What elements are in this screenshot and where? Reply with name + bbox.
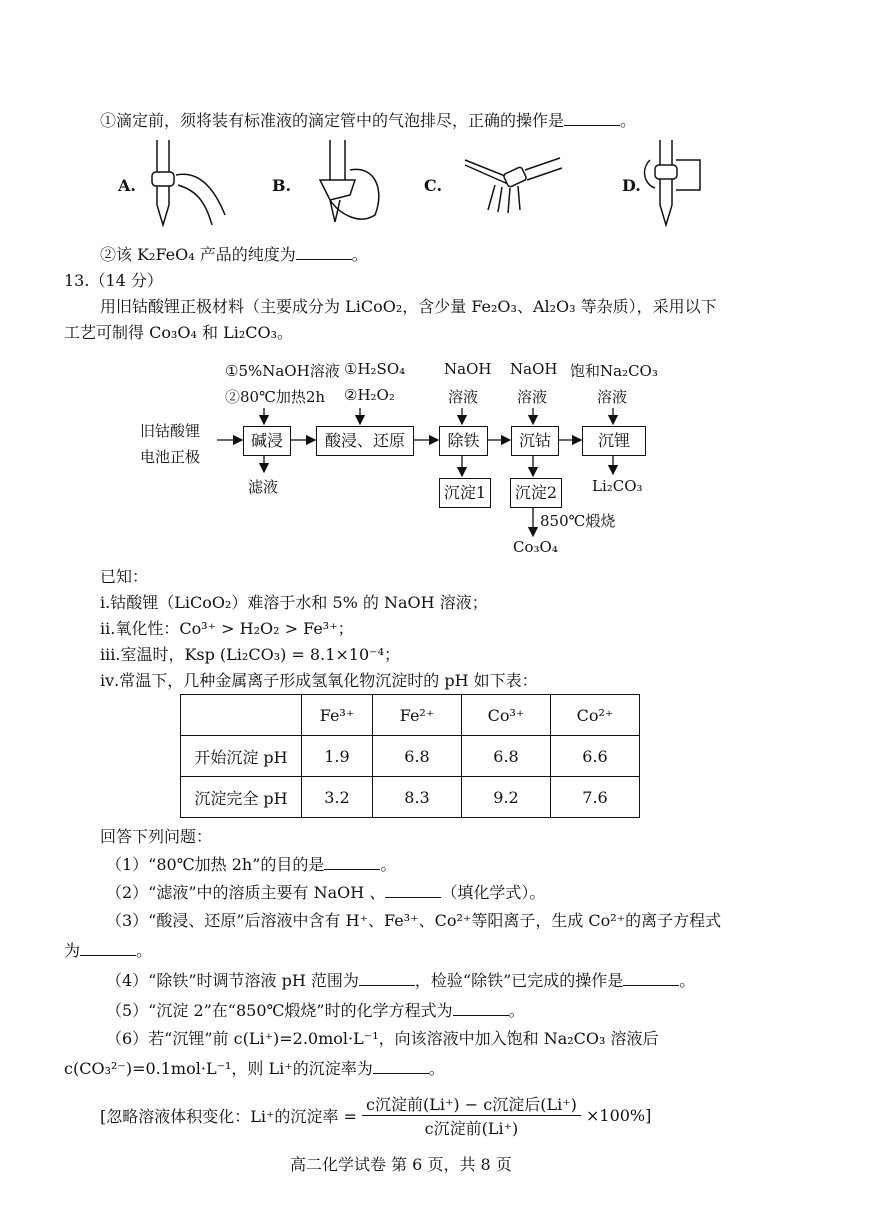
table-cell: 沉淀完全 pH [181, 777, 302, 818]
flow-box-precip-lithium: 沉锂 [582, 426, 646, 456]
q12-sub1: ①滴定前，须将装有标准液的滴定管中的气泡排尽，正确的操作是 。 [100, 111, 637, 130]
table-cell [181, 695, 302, 736]
questions-title: 回答下列问题： [100, 827, 213, 846]
option-c-label: C. [424, 176, 443, 195]
table-cell: 9.2 [462, 777, 551, 818]
ph-table [180, 694, 640, 818]
output-precipitate-1: 沉淀1 [439, 478, 491, 508]
reagent-4a: NaOH [510, 360, 558, 378]
known-ii: ⅱ.氧化性：Co³⁺ > H₂O₂ > Fe³⁺； [100, 619, 354, 638]
answer-blank[interactable] [373, 1059, 429, 1074]
answer-blank[interactable] [324, 855, 380, 870]
table-cell: 开始沉淀 pH [181, 736, 302, 777]
question-6-cont: c(CO₃²⁻)=0.1mol·L⁻¹，则 Li⁺的沉淀率为 。 [64, 1059, 445, 1078]
table-cell: 8.3 [373, 777, 462, 818]
answer-blank[interactable] [453, 1001, 509, 1016]
flowchart-arrows [0, 0, 882, 600]
flow-start-2: 电池正极 [140, 448, 201, 466]
flow-box-remove-iron: 除铁 [439, 426, 488, 456]
formula-note: [忽略溶液体积变化：Li⁺的沉淀率 = $\frac{\text{c沉淀前(Li⁺) − c沉淀后(Li⁺)}}{\text{c沉淀前(Li⁺)}}$ ×100%] [100, 1092, 651, 1139]
question-6: （6）若“沉锂”前 c(Li⁺)=2.0mol·L⁻¹，向该溶液中加入饱和 Na₂CO₃ 溶液后 [106, 1029, 659, 1048]
answer-blank[interactable] [623, 971, 679, 986]
known-iii: ⅲ.室温时，Ksp (Li₂CO₃) = 8.1×10⁻⁴； [100, 645, 400, 664]
flow-box-alkali-leach: 碱浸 [243, 426, 291, 456]
reagent-1a: ①5%NaOH溶液 [225, 362, 340, 380]
answer-blank[interactable] [80, 941, 136, 956]
question-5: （5）“沉淀 2”在“850℃煅烧”时的化学方程式为 。 [106, 1001, 525, 1020]
table-cell: Co²⁺ [551, 695, 640, 736]
question-1: （1）“80℃加热 2h”的目的是 。 [106, 855, 397, 874]
reagent-3a: NaOH [444, 360, 492, 378]
output-li2co3: Li₂CO₃ [592, 477, 643, 495]
reagent-2b: ②H₂O₂ [344, 386, 395, 404]
table-cell: 6.6 [551, 736, 640, 777]
table-cell: Co³⁺ [462, 695, 551, 736]
table-row [181, 777, 640, 818]
question-2: （2）“滤液”中的溶质主要有 NaOH 、 （填化学式）。 [106, 883, 546, 902]
option-d-label: D. [622, 176, 641, 195]
table-header-row [181, 695, 640, 736]
output-co3o4: Co₃O₄ [513, 538, 558, 556]
fraction-numerator: c沉淀前(Li⁺) − c沉淀后(Li⁺) [362, 1092, 581, 1116]
reagent-3b: 溶液 [448, 388, 479, 406]
fraction-denominator: c沉淀前(Li⁺) [424, 1119, 519, 1138]
output-filtrate: 滤液 [248, 478, 279, 496]
q13-header: 13.（14 分） [64, 271, 163, 290]
fraction [362, 1092, 581, 1139]
flow-start-1: 旧钴酸锂 [140, 422, 201, 440]
table-row [181, 736, 640, 777]
question-4: （4）“除铁”时调节溶液 pH 范围为 ，检验“除铁”已完成的操作是 。 [106, 971, 696, 990]
reagent-2a: ①H₂SO₄ [344, 360, 406, 378]
page-footer: 高二化学试卷 第 6 页，共 8 页 [290, 1155, 512, 1174]
reagent-5a: 饱和Na₂CO₃ [570, 362, 658, 380]
q13-intro-2: 工艺可制得 Co₃O₄ 和 Li₂CO₃。 [64, 323, 294, 342]
table-cell: 6.8 [462, 736, 551, 777]
table-cell: 1.9 [302, 736, 373, 777]
reagent-1b: ②80℃加热2h [225, 388, 326, 406]
question-3: （3）“酸浸、还原”后溶液中含有 H⁺、Fe³⁺、Co²⁺等阳离子，生成 Co²⁺的离子方程式 [106, 911, 722, 930]
reagent-4b: 溶液 [517, 388, 548, 406]
q13-intro-1: 用旧钴酸锂正极材料（主要成分为 LiCoO₂，含少量 Fe₂O₃、Al₂O₃ 等杂质），采用以下 [100, 297, 717, 316]
table-cell: 3.2 [302, 777, 373, 818]
known-iv: ⅳ.常温下，几种金属离子形成氢氧化物沉淀时的 pH 如下表： [100, 671, 538, 690]
flow-box-acid-reduce: 酸浸、还原 [316, 426, 414, 456]
reagent-5b: 溶液 [597, 388, 628, 406]
option-a-label: A. [118, 176, 136, 195]
option-b-label: B. [272, 176, 292, 195]
question-3-cont: 为 。 [64, 941, 153, 960]
table-cell: 6.8 [373, 736, 462, 777]
answer-blank[interactable] [385, 883, 441, 898]
table-cell: Fe²⁺ [373, 695, 462, 736]
flow-box-precip-cobalt: 沉钴 [511, 426, 559, 456]
calcination-label: 850℃煅烧 [540, 512, 616, 530]
known-i: ⅰ.钴酸锂（LiCoO₂）难溶于水和 5% 的 NaOH 溶液； [100, 593, 488, 612]
output-precipitate-2: 沉淀2 [510, 478, 562, 508]
known-title: 已知： [100, 567, 149, 586]
answer-blank[interactable] [359, 971, 415, 986]
table-cell: Fe³⁺ [302, 695, 373, 736]
q12-sub2: ②该 K₂FeO₄ 产品的纯度为 。 [100, 245, 368, 264]
table-cell: 7.6 [551, 777, 640, 818]
